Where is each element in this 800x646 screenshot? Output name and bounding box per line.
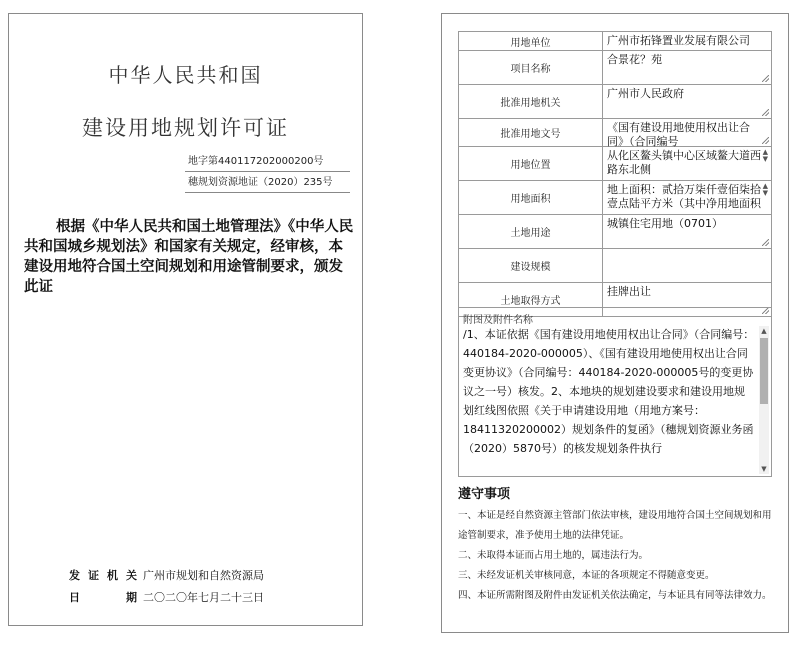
approval-authority-field[interactable] <box>603 85 772 119</box>
certificate-title: 建设用地规划许可证 <box>82 116 289 140</box>
list-item: 二、未取得本证而占用土地的，属违法行为。 <box>458 550 649 561</box>
row-value: 从化区鳌头镇中心区域鳌大道西路东北侧 <box>607 149 761 176</box>
certificate-detail-page <box>441 13 789 633</box>
spinner-arrows-icon[interactable]: ▲ ▼ <box>762 182 768 197</box>
row-label: 批准用地文号 <box>459 119 603 147</box>
resize-handle-icon[interactable] <box>762 239 769 246</box>
issuer-value: 广州市规划和自然资源局 <box>143 569 264 582</box>
legal-basis-statement <box>24 217 356 297</box>
date-value: 二〇二〇年七月二十三日 <box>143 591 264 604</box>
row-value: 《国有建设用地使用权出让合同》（合同编号 <box>607 121 750 148</box>
date-label: 日 期 <box>69 591 137 604</box>
table-row <box>459 249 772 283</box>
certificate-number: 地字第440117202000200号 <box>185 151 350 172</box>
table-row <box>459 32 772 51</box>
approval-document-field[interactable] <box>603 119 772 147</box>
certificate-number-block <box>185 151 350 193</box>
table-row <box>459 147 772 181</box>
table-row <box>459 51 772 85</box>
scroll-down-icon[interactable]: ▼ <box>761 465 767 473</box>
list-item: 三、未经发证机关审核同意，本证的各项规定不得随意变更。 <box>458 570 715 581</box>
date-row <box>69 589 264 605</box>
land-area-field[interactable] <box>603 181 772 215</box>
row-value: 广州市拓锋置业发展有限公司 <box>607 34 750 47</box>
project-name-field[interactable] <box>603 51 772 85</box>
issuer-label: 发证机关 <box>69 569 137 582</box>
scroll-up-icon[interactable]: ▲ <box>761 327 767 335</box>
resize-handle-icon[interactable] <box>762 137 769 144</box>
row-label: 项目名称 <box>459 51 603 85</box>
row-value: 挂牌出让 <box>607 285 651 298</box>
table-row <box>459 181 772 215</box>
row-value: 广州市人民政府 <box>607 87 684 100</box>
row-label: 土地用途 <box>459 215 603 249</box>
row-value: 合景花？苑 <box>607 53 662 66</box>
country-name: 中华人民共和国 <box>108 63 263 87</box>
land-use-field[interactable] <box>603 215 772 249</box>
row-value <box>607 251 765 265</box>
spinner-arrows-icon[interactable]: ▲ ▼ <box>762 148 768 163</box>
construction-scale-field[interactable] <box>603 249 772 283</box>
row-label: 土地取得方式 <box>459 283 603 317</box>
row-label: 批准用地机关 <box>459 85 603 119</box>
row-label: 用地单位 <box>459 32 603 51</box>
rules-list <box>458 506 776 606</box>
row-label: 用地位置 <box>459 147 603 181</box>
rules-title: 遵守事项 <box>458 487 511 502</box>
legal-basis-text: 根据《中华人民共和国土地管理法》《中华人民共和国城乡规划法》和国家有关规定，经审核，本建设用地符合国土空间规划和用途管制要求，颁发此证 <box>24 218 354 295</box>
table-row <box>459 215 772 249</box>
list-item: 一、本证是经自然资源主管部门依法审核，建设用地符合国土空间规划和用途管制要求，准予使用土地的法律凭证。 <box>458 510 772 541</box>
table-row <box>459 85 772 119</box>
table-row <box>459 119 772 147</box>
certificate-document-number: 穗规划资源地证（2020）235号 <box>185 172 350 193</box>
attachments-box <box>458 307 772 477</box>
resize-handle-icon[interactable] <box>762 75 769 82</box>
row-value: 地上面积：贰拾万柒仟壹佰柒拾壹点陆平方米（其中净用地面积 <box>607 183 761 210</box>
attachments-title: 附图及附件名称 <box>463 315 533 326</box>
certificate-cover-page <box>8 13 363 626</box>
attachments-textarea[interactable]: /1、本证依据《国有建设用地使用权出让合同》（合同编号：440184-2020-000005）、《国有建设用地使用权出让合同变更协议》（合同编号：440184-2020-000005号的变更协议之一号）核发。2、本地块的规划建设要求和建设用地规划红线图依照《关于申请建设用地（用地方案号：18411320200002）规划条件的复函》（穗规划资源业务函（2020）5870号）的核发规划条件执行 <box>463 328 755 455</box>
land-info-table <box>458 31 772 317</box>
row-label: 用地面积 <box>459 181 603 215</box>
row-value: 城镇住宅用地（0701） <box>607 217 723 230</box>
resize-handle-icon[interactable] <box>762 109 769 116</box>
land-unit-field[interactable] <box>603 32 772 51</box>
attachments-scrollbar[interactable] <box>759 326 769 474</box>
scrollbar-thumb[interactable] <box>760 338 768 404</box>
list-item: 四、本证所需附图及附件由发证机关依法确定，与本证具有同等法律效力。 <box>458 590 772 601</box>
issuer-row <box>69 567 264 583</box>
row-label: 建设规模 <box>459 249 603 283</box>
land-location-field[interactable] <box>603 147 772 181</box>
